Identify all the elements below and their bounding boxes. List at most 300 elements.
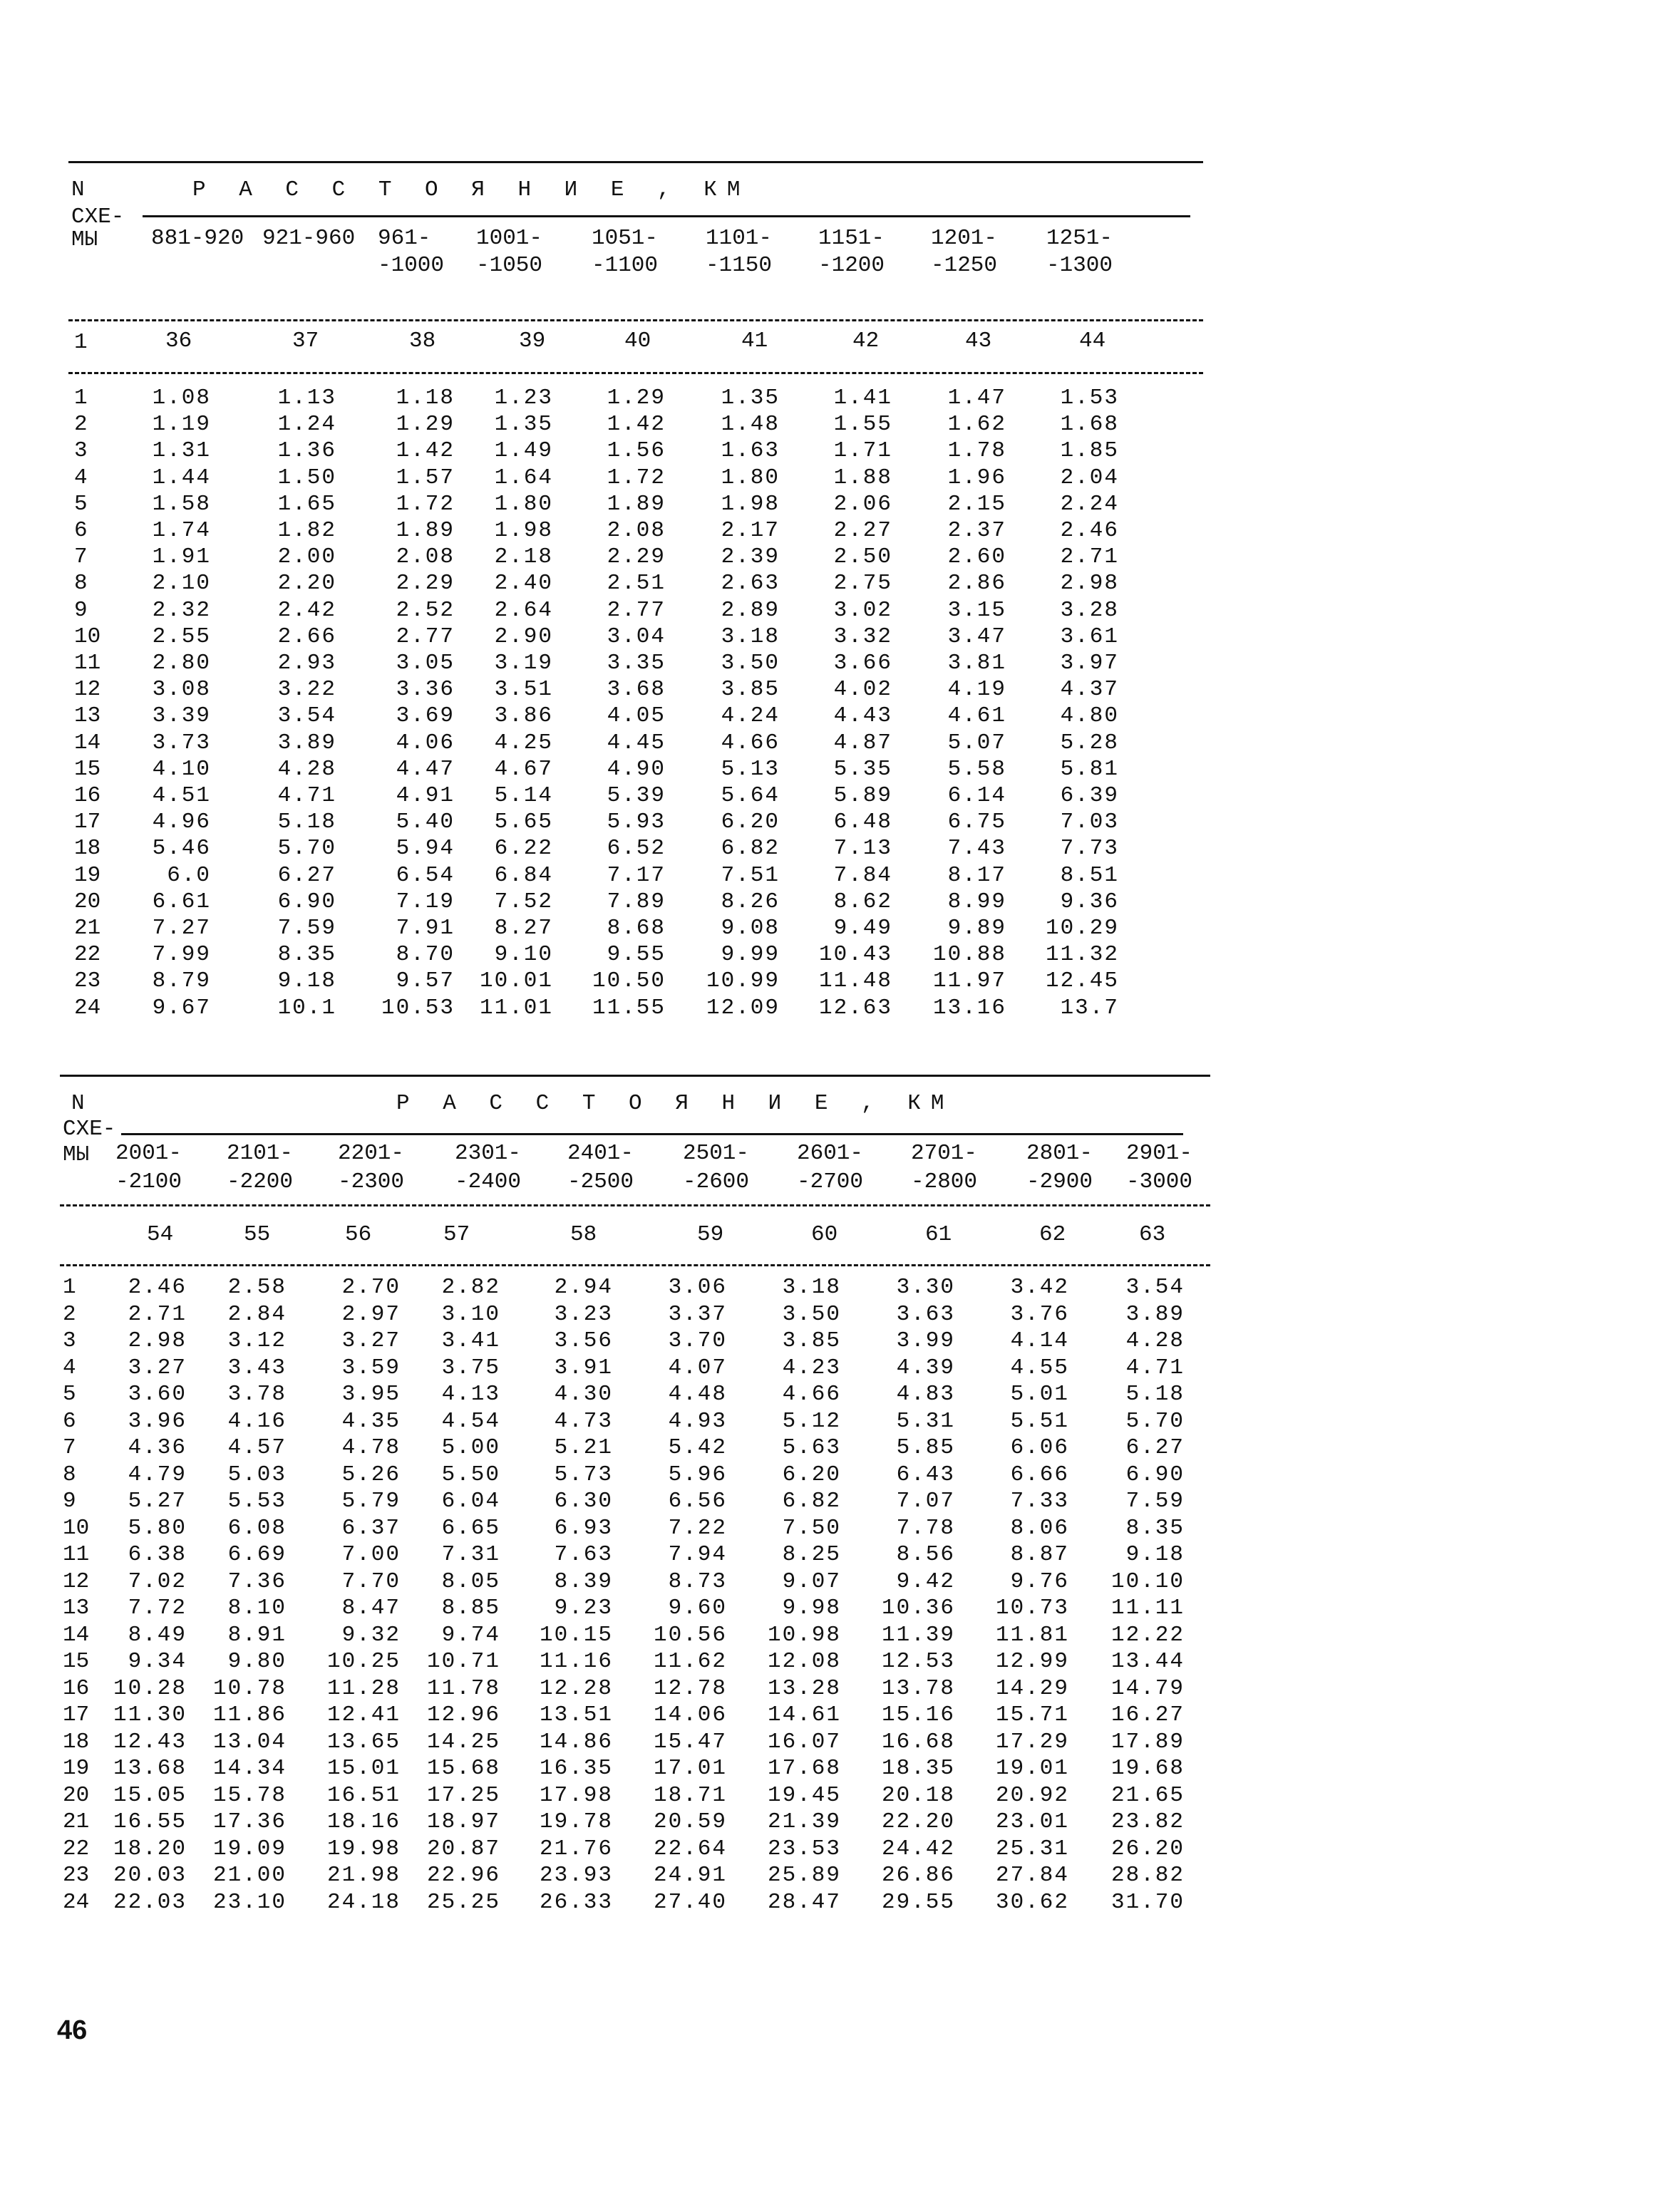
table-cell: 9.80 <box>227 1649 287 1674</box>
range-header-1-to: -2100 <box>115 1169 182 1194</box>
table-cell: 9.36 <box>1060 889 1119 914</box>
table-cell: 7.07 <box>896 1489 955 1514</box>
table-cell: 6.66 <box>1010 1462 1069 1487</box>
table-cell: 3.08 <box>152 677 211 703</box>
row-number: 4 <box>74 465 88 490</box>
table-2-top-rule <box>60 1075 1210 1077</box>
table-cell: 4.67 <box>494 756 553 782</box>
table-cell: 6.06 <box>1010 1435 1069 1460</box>
row-number: 2 <box>74 412 88 438</box>
table-cell: 3.35 <box>607 651 666 676</box>
table-cell: 18.97 <box>426 1809 500 1834</box>
table-cell: 5.65 <box>494 810 553 835</box>
row-number: 14 <box>63 1622 90 1648</box>
table-cell: 2.08 <box>396 544 455 570</box>
table-cell: 13.7 <box>1060 995 1119 1020</box>
table-cell: 3.32 <box>833 624 892 649</box>
range-header-4-from: 2301- <box>455 1141 522 1166</box>
table-cell: 4.78 <box>341 1435 401 1460</box>
row-number: 19 <box>74 862 101 888</box>
table-cell: 2.58 <box>227 1275 287 1300</box>
table-cell: 16.35 <box>539 1756 613 1781</box>
table-cell: 8.17 <box>947 862 1006 888</box>
table-cell: 21.76 <box>539 1836 613 1861</box>
table-cell: 5.70 <box>1125 1408 1185 1434</box>
table-cell: 2.51 <box>607 571 666 596</box>
table-cell: 21.65 <box>1110 1782 1185 1808</box>
table-cell: 5.03 <box>227 1462 287 1487</box>
table-cell: 5.18 <box>277 810 336 835</box>
range-header-4-to: -2400 <box>455 1169 522 1194</box>
table-cell: 6.90 <box>1125 1462 1185 1487</box>
range-header-5-to: -1100 <box>592 253 659 278</box>
table-cell: 11.11 <box>1110 1596 1185 1621</box>
table-cell: 1.19 <box>152 412 211 438</box>
table-cell: 9.34 <box>128 1649 187 1674</box>
range-header-2-from: 2101- <box>227 1141 294 1166</box>
table-cell: 12.43 <box>113 1729 187 1754</box>
table-cell: 3.19 <box>494 651 553 676</box>
column-number: 55 <box>244 1222 271 1247</box>
table-cell: 4.54 <box>441 1408 500 1434</box>
table-cell: 7.89 <box>607 889 666 914</box>
table-cell: 18.20 <box>113 1836 187 1861</box>
table-cell: 7.36 <box>227 1568 287 1594</box>
table-cell: 1.18 <box>396 386 455 410</box>
table-cell: 3.27 <box>341 1328 401 1353</box>
column-number: 44 <box>1079 329 1106 353</box>
table-cell: 11.01 <box>479 995 553 1020</box>
table-cell: 3.47 <box>947 624 1006 649</box>
table-cell: 10.28 <box>113 1675 187 1701</box>
table-cell: 26.20 <box>1110 1836 1185 1861</box>
table-2-title-rule <box>121 1133 1183 1135</box>
table-cell: 5.39 <box>607 783 666 808</box>
table-cell: 17.25 <box>426 1782 500 1808</box>
table-cell: 2.94 <box>554 1275 613 1300</box>
table-cell: 4.14 <box>1010 1328 1069 1353</box>
table-cell: 3.54 <box>1125 1275 1185 1300</box>
table-cell: 5.73 <box>554 1462 613 1487</box>
row-number: 6 <box>74 518 88 543</box>
table-cell: 4.25 <box>494 730 553 755</box>
table-cell: 9.67 <box>152 995 211 1020</box>
table-2-n-label: N <box>71 1091 85 1116</box>
table-cell: 7.19 <box>396 889 455 914</box>
table-cell: 9.42 <box>896 1568 955 1594</box>
table-cell: 4.66 <box>721 730 780 755</box>
table-cell: 1.89 <box>396 518 455 543</box>
table-cell: 4.07 <box>668 1355 727 1380</box>
table-cell: 3.36 <box>396 677 455 703</box>
table-cell: 3.76 <box>1010 1301 1069 1327</box>
table-cell: 9.76 <box>1010 1568 1069 1594</box>
column-number: 58 <box>570 1222 597 1247</box>
table-cell: 12.41 <box>326 1702 401 1727</box>
table-cell: 1.42 <box>396 438 455 464</box>
table-cell: 3.30 <box>896 1275 955 1300</box>
table-cell: 2.37 <box>947 518 1006 543</box>
row-number: 18 <box>63 1729 90 1754</box>
table-cell: 3.59 <box>341 1355 401 1380</box>
table-cell: 7.84 <box>833 862 892 888</box>
row-number: 13 <box>63 1596 90 1621</box>
table-cell: 1.89 <box>607 491 666 517</box>
table-cell: 4.96 <box>152 810 211 835</box>
table-cell: 2.29 <box>607 544 666 570</box>
table-1-n-label: N <box>71 177 85 202</box>
table-cell: 3.43 <box>227 1355 287 1380</box>
table-cell: 6.65 <box>441 1515 500 1541</box>
table-cell: 2.63 <box>721 571 780 596</box>
range-header-3-from: 2201- <box>338 1141 405 1166</box>
table-cell: 12.63 <box>818 995 892 1020</box>
table-cell: 8.35 <box>277 942 336 968</box>
table-cell: 3.39 <box>152 703 211 729</box>
table-cell: 10.88 <box>932 942 1006 968</box>
row-number: 1 <box>63 1275 76 1300</box>
table-cell: 5.50 <box>441 1462 500 1487</box>
table-cell: 6.37 <box>341 1515 401 1541</box>
table-cell: 20.92 <box>995 1782 1069 1808</box>
table-cell: 20.03 <box>113 1863 187 1888</box>
table-cell: 7.03 <box>1060 810 1119 835</box>
table-cell: 7.70 <box>341 1568 401 1594</box>
table-cell: 9.99 <box>721 942 780 968</box>
table-cell: 3.28 <box>1060 597 1119 623</box>
table-cell: 4.10 <box>152 756 211 782</box>
table-cell: 1.63 <box>721 438 780 464</box>
table-cell: 11.39 <box>881 1622 955 1648</box>
range-header-6-from: 1101- <box>706 226 773 251</box>
table-cell: 14.86 <box>539 1729 613 1754</box>
column-number: 41 <box>741 329 768 353</box>
table-1-title-rule <box>143 215 1190 217</box>
table-cell: 5.18 <box>1125 1382 1185 1407</box>
table-cell: 2.10 <box>152 571 211 596</box>
table-cell: 3.73 <box>152 730 211 755</box>
table-cell: 3.89 <box>1125 1301 1185 1327</box>
table-cell: 1.42 <box>607 412 666 438</box>
table-cell: 5.94 <box>396 836 455 862</box>
table-cell: 1.13 <box>277 386 336 410</box>
table-cell: 6.69 <box>227 1542 287 1567</box>
table-cell: 3.89 <box>277 730 336 755</box>
table-cell: 13.78 <box>881 1675 955 1701</box>
table-cell: 1.24 <box>277 412 336 438</box>
table-cell: 6.20 <box>721 810 780 835</box>
table-cell: 11.62 <box>653 1649 727 1674</box>
table-cell: 2.97 <box>341 1301 401 1327</box>
table-cell: 14.34 <box>212 1756 287 1781</box>
column-number: 63 <box>1139 1222 1166 1247</box>
table-cell: 14.06 <box>653 1702 727 1727</box>
table-cell: 9.74 <box>441 1622 500 1648</box>
row-number: 12 <box>63 1568 90 1594</box>
row-number: 10 <box>63 1515 90 1541</box>
table-cell: 9.10 <box>494 942 553 968</box>
row-number: 11 <box>74 651 101 676</box>
table-cell: 5.07 <box>947 730 1006 755</box>
table-cell: 2.98 <box>128 1328 187 1353</box>
table-cell: 1.82 <box>277 518 336 543</box>
table-cell: 2.29 <box>396 571 455 596</box>
table-cell: 2.71 <box>1060 544 1119 570</box>
table-cell: 26.33 <box>539 1889 613 1915</box>
table-cell: 4.13 <box>441 1382 500 1407</box>
table-cell: 2.50 <box>833 544 892 570</box>
row-number: 19 <box>63 1756 90 1781</box>
table-cell: 8.70 <box>396 942 455 968</box>
table-1-top-rule <box>68 161 1203 163</box>
row-number: 22 <box>74 942 101 968</box>
table-cell: 12.96 <box>426 1702 500 1727</box>
table-cell: 12.53 <box>881 1649 955 1674</box>
table-cell: 8.99 <box>947 889 1006 914</box>
table-cell: 8.68 <box>607 916 666 941</box>
table-cell: 1.35 <box>721 386 780 410</box>
table-cell: 26.86 <box>881 1863 955 1888</box>
table-cell: 1.80 <box>494 491 553 517</box>
table-cell: 1.48 <box>721 412 780 438</box>
table-1-schema-label-2: МЫ <box>71 227 98 252</box>
table-cell: 1.71 <box>833 438 892 464</box>
table-cell: 2.55 <box>152 624 211 649</box>
column-number: 59 <box>697 1222 724 1247</box>
table-cell: 2.70 <box>341 1275 401 1300</box>
table-cell: 3.22 <box>277 677 336 703</box>
range-header-4-to: -1050 <box>476 253 543 278</box>
row-number: 13 <box>74 703 101 729</box>
table-cell: 5.13 <box>721 756 780 782</box>
table-cell: 3.81 <box>947 651 1006 676</box>
range-header-1-from: 881-920 <box>151 226 244 251</box>
table-cell: 4.71 <box>1125 1355 1185 1380</box>
table-cell: 8.51 <box>1060 862 1119 888</box>
table-cell: 19.01 <box>995 1756 1069 1781</box>
table-cell: 1.23 <box>494 386 553 410</box>
row-number: 18 <box>74 836 101 862</box>
row-number: 9 <box>74 597 88 623</box>
row-number: 24 <box>74 995 101 1020</box>
column-number: 43 <box>965 329 992 353</box>
table-cell: 27.84 <box>995 1863 1069 1888</box>
table-cell: 2.17 <box>721 518 780 543</box>
table-cell: 5.35 <box>833 756 892 782</box>
range-header-8-to: -2800 <box>911 1169 978 1194</box>
table-cell: 2.80 <box>152 651 211 676</box>
table-cell: 4.06 <box>396 730 455 755</box>
table-cell: 6.61 <box>152 889 211 914</box>
table-cell: 3.70 <box>668 1328 727 1353</box>
table-cell: 1.49 <box>494 438 553 464</box>
table-cell: 31.70 <box>1110 1889 1185 1915</box>
table-cell: 4.16 <box>227 1408 287 1434</box>
table-cell: 17.29 <box>995 1729 1069 1754</box>
table-cell: 11.48 <box>818 968 892 994</box>
table-cell: 16.07 <box>767 1729 841 1754</box>
table-cell: 28.82 <box>1110 1863 1185 1888</box>
table-cell: 4.28 <box>1125 1328 1185 1353</box>
table-cell: 2.60 <box>947 544 1006 570</box>
table-cell: 21.98 <box>326 1863 401 1888</box>
table-cell: 24.91 <box>653 1863 727 1888</box>
range-header-9-to: -2900 <box>1026 1169 1093 1194</box>
table-cell: 22.64 <box>653 1836 727 1861</box>
column-number: 57 <box>443 1222 470 1247</box>
table-cell: 1.91 <box>152 544 211 570</box>
row-number: 21 <box>63 1809 90 1834</box>
table-cell: 23.53 <box>767 1836 841 1861</box>
table-cell: 4.36 <box>128 1435 187 1460</box>
table-cell: 2.98 <box>1060 571 1119 596</box>
table-cell: 4.02 <box>833 677 892 703</box>
page-number: 46 <box>57 2015 88 2045</box>
table-cell: 7.27 <box>152 916 211 941</box>
range-header-7-from: 2601- <box>797 1141 864 1166</box>
table-cell: 2.89 <box>721 597 780 623</box>
table-cell: 4.93 <box>668 1408 727 1434</box>
table-cell: 9.98 <box>782 1596 841 1621</box>
table-cell: 9.89 <box>947 916 1006 941</box>
table-cell: 6.38 <box>128 1542 187 1567</box>
table-cell: 5.01 <box>1010 1382 1069 1407</box>
table-cell: 3.02 <box>833 597 892 623</box>
table-cell: 3.50 <box>782 1301 841 1327</box>
table-2-schema-label-2: МЫ <box>63 1142 90 1167</box>
table-cell: 5.80 <box>128 1515 187 1541</box>
table-cell: 6.43 <box>896 1462 955 1487</box>
table-cell: 11.97 <box>932 968 1006 994</box>
table-cell: 6.30 <box>554 1489 613 1514</box>
table-cell: 3.10 <box>441 1301 500 1327</box>
table-cell: 2.77 <box>396 624 455 649</box>
table-cell: 1.65 <box>277 491 336 517</box>
table-2-header-rule <box>60 1204 1210 1206</box>
table-cell: 1.50 <box>277 465 336 490</box>
table-cell: 19.78 <box>539 1809 613 1834</box>
column-number: 42 <box>852 329 880 353</box>
row-number: 3 <box>63 1328 76 1353</box>
table-cell: 7.63 <box>554 1542 613 1567</box>
table-cell: 4.55 <box>1010 1355 1069 1380</box>
table-1-header-rule <box>68 319 1203 321</box>
table-cell: 8.56 <box>896 1542 955 1567</box>
table-cell: 9.57 <box>396 968 455 994</box>
table-cell: 11.81 <box>995 1622 1069 1648</box>
table-cell: 1.85 <box>1060 438 1119 464</box>
row-number: 23 <box>63 1863 90 1888</box>
table-cell: 2.32 <box>152 597 211 623</box>
table-cell: 6.04 <box>441 1489 500 1514</box>
table-cell: 24.18 <box>326 1889 401 1915</box>
row-number: 8 <box>74 571 88 596</box>
table-cell: 3.50 <box>721 651 780 676</box>
table-cell: 2.64 <box>494 597 553 623</box>
table-cell: 2.08 <box>607 518 666 543</box>
table-cell: 3.23 <box>554 1301 613 1327</box>
range-header-8-to: -1250 <box>931 253 998 278</box>
table-cell: 16.51 <box>326 1782 401 1808</box>
row-number: 6 <box>63 1408 76 1434</box>
column-number: 36 <box>165 329 192 353</box>
column-number: 40 <box>624 329 651 353</box>
range-header-6-to: -1150 <box>706 253 773 278</box>
table-cell: 3.99 <box>896 1328 955 1353</box>
table-cell: 3.41 <box>441 1328 500 1353</box>
table-cell: 4.39 <box>896 1355 955 1380</box>
table-cell: 6.52 <box>607 836 666 862</box>
table-cell: 8.91 <box>227 1622 287 1648</box>
column-number: 37 <box>292 329 319 353</box>
row-number: 1 <box>74 386 88 410</box>
table-cell: 5.81 <box>1060 756 1119 782</box>
table-cell: 5.85 <box>896 1435 955 1460</box>
table-cell: 17.36 <box>212 1809 287 1834</box>
table-cell: 3.85 <box>782 1328 841 1353</box>
table-cell: 3.42 <box>1010 1275 1069 1300</box>
row-number: 15 <box>74 756 101 782</box>
table-cell: 7.59 <box>277 916 336 941</box>
table-cell: 5.93 <box>607 810 666 835</box>
table-cell: 20.87 <box>426 1836 500 1861</box>
table-cell: 2.00 <box>277 544 336 570</box>
table-cell: 15.16 <box>881 1702 955 1727</box>
table-cell: 4.37 <box>1060 677 1119 703</box>
table-cell: 4.80 <box>1060 703 1119 729</box>
table-cell: 3.85 <box>721 677 780 703</box>
table-cell: 1.98 <box>494 518 553 543</box>
table-cell: 4.19 <box>947 677 1006 703</box>
table-cell: 12.99 <box>995 1649 1069 1674</box>
table-cell: 3.12 <box>227 1328 287 1353</box>
table-cell: 17.98 <box>539 1782 613 1808</box>
table-cell: 7.43 <box>947 836 1006 862</box>
row-number: 11 <box>63 1542 90 1567</box>
table-cell: 4.23 <box>782 1355 841 1380</box>
table-cell: 4.24 <box>721 703 780 729</box>
table-cell: 1.35 <box>494 412 553 438</box>
table-2-title: Р А С С Т О Я Н И Е , КМ <box>396 1091 954 1116</box>
table-cell: 9.23 <box>554 1596 613 1621</box>
range-header-10-to: -3000 <box>1126 1169 1193 1194</box>
range-header-8-from: 1201- <box>931 226 998 251</box>
table-cell: 17.89 <box>1110 1729 1185 1754</box>
row-number: 5 <box>63 1382 76 1407</box>
table-cell: 11.55 <box>592 995 666 1020</box>
row-number: 17 <box>74 810 101 835</box>
table-cell: 6.82 <box>721 836 780 862</box>
table-cell: 6.08 <box>227 1515 287 1541</box>
column-number: 54 <box>147 1222 174 1247</box>
table-cell: 5.00 <box>441 1435 500 1460</box>
table-cell: 6.90 <box>277 889 336 914</box>
table-cell: 6.27 <box>277 862 336 888</box>
table-cell: 2.90 <box>494 624 553 649</box>
table-cell: 2.93 <box>277 651 336 676</box>
table-cell: 15.71 <box>995 1702 1069 1727</box>
table-cell: 22.03 <box>113 1889 187 1915</box>
table-cell: 9.55 <box>607 942 666 968</box>
table-cell: 11.30 <box>113 1702 187 1727</box>
table-cell: 8.06 <box>1010 1515 1069 1541</box>
table-cell: 1.47 <box>947 386 1006 410</box>
table-cell: 5.14 <box>494 783 553 808</box>
table-cell: 3.78 <box>227 1382 287 1407</box>
table-cell: 4.79 <box>128 1462 187 1487</box>
table-cell: 6.48 <box>833 810 892 835</box>
table-cell: 8.39 <box>554 1568 613 1594</box>
